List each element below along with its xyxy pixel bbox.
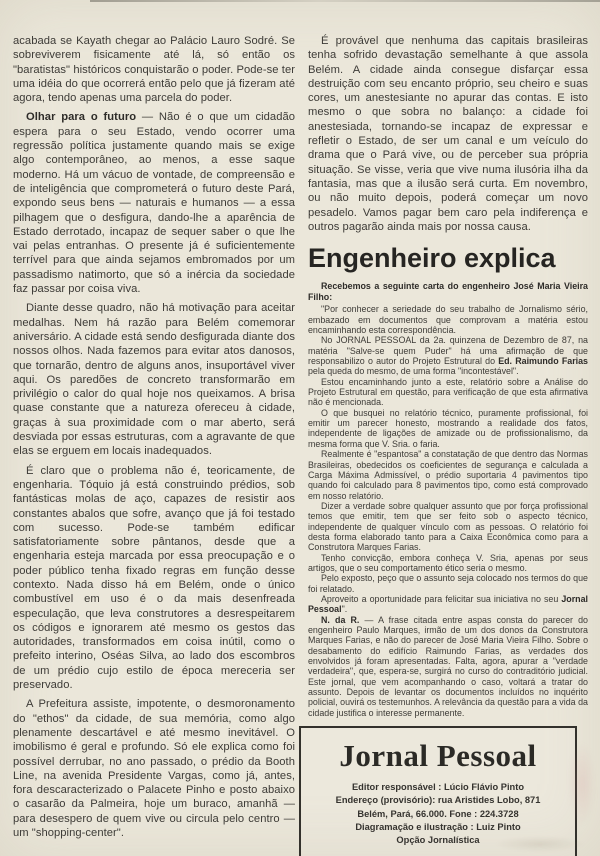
paragraph: A Prefeitura assiste, impotente, o desmoronamento do "ethos" da cidade, de sua memória, como algo plenamente descartável e até mesmo inevitável. O imobilismo é geral e profundo. Só ele explica como foi possível derrubar, no ano passado, o prédio da Booth Line, na avenida Presidente Vargas, como já, antes, fora descaracterizado o Palacete Pinho e posto abaixo o casarão da Palmeira, hoje um buraco, amanhã — para desespero de quem vive ou circula pelo centro — um "shopping-center". (13, 698, 295, 840)
page-content (13, 34, 588, 856)
masthead-line: Opção Jornalística (396, 834, 480, 845)
paragraph: Olhar para o futuro — Não é o que um cidadão espera para o seu Estado, vendo ocorrer uma regressão política justamente quando mais se exige algo contemporâneo, ao menos, a esse saque moderno. Há um vácuo de vontade, de compreensão e de inteligência que comprometerá o futuro deste Pará, expondo seus bens — naturais e humanos — a essa pilhagem que o desfigura, dando-lhe a aparência de Estado derrotado, incapaz de sequer saber o que lhe vai pelas entranhas. O presente já é suficientemente terrível para que ainda sejamos embromados por um passadismo natimorto, que só a inércia da sociedade faz passar por coisa viva. (13, 111, 296, 296)
paragraph: Estou encaminhando junto a este, relatório sobre a Análise do Projeto Estrutural em questão, para verificação de que esta afirmativa não é mencionada. (308, 376, 588, 408)
paragraph: É provável que nenhuma das capitais brasileiras tenha sofrido devastação semelhante à que assola Belém. A cidade ainda consegue disfarçar essa destruição com seu encanto próprio, seu cheiro e suas cores, um anestesiante no apurar das contas. E isto mesmo o que sobra no balanço: a cidade foi anestesiada, tornando-se incapaz de expressar e refletir o Estado, de ser um canal e um veículo do drama que o Pará vive, ou de perceber sua própria situação. Se visse, veria que vive numa ilusória ilha da fantasia, mas que a ilusão será curta. Em novembro, ou não muito depois, poderá começar um novo pesadelo. Vamos pagar bem caro pela indiferença e outros pagarão ainda mais por nossa causa. (308, 35, 588, 233)
paragraph: acabada se Kayath chegar ao Palácio Lauro Sodré. Se sobreviverem fisicamente até lá, só então os "baratistas" históricos conquistarão o poder. Pode-se ter uma idéia do que ocorrerá então pelo que já fizeram até agora, tendo apenas uma parcela do poder. (13, 35, 295, 105)
left-column (13, 34, 295, 856)
paragraph: É claro que o problema não é, teoricamente, de engenharia. Tóquio já está construindo prédios, sob fantásticas molas de aço, capazes de resistir aos constantes abalos que sofre, avanço que já foi testado com sucesso. Pode-se também edificar satisfatoriamente sobre pântanos, desde que a engenharia esteja marcada por essa preocupação e o poder público tenha fixado regras em função desse contexto. Nada disso há em Belém, onde o único combustível em uso é o da mais desenfreada especulação, que leva construtores a desrespeitarem os códigos e ignorarem até mesmo os gestos das autoridades, transformados em coisa inútil, como o prefeito interino, Oséas Silva, ao lado dos escombros de um prédio cujo estilo de época mereceria ser preservado. (13, 464, 295, 692)
article-title: Engenheiro explica (308, 243, 556, 274)
right-column (308, 34, 588, 856)
scan-smudge (495, 836, 585, 852)
paragraph: Dizer a verdade sobre qualquer assunto que por força profissional temos que emitir, tem que ser feito sob o aspecto técnico, independente de qualquer vínculo com as pessoas. O relatório foi desta forma elaborado tanto para a Caixa Econômica como para a Construtora Marques Farias. (308, 500, 588, 553)
paragraph: Realmente é "espantosa" a constatação de que dentro das Normas Brasileiras, obedecidos os coeficientes de segurança e calculada a Carga Máxima Admissível, o prédio suportaria 4 pavimentos tipo quando foi calculado para 8 pavimentos tipo, como está comprovado em nosso relatório. (308, 449, 588, 501)
editor-note (308, 615, 588, 718)
masthead-line: Diagramação e ilustração : Luiz Pinto (355, 821, 521, 832)
letter-body (308, 304, 588, 614)
masthead-line: Belém, Pará, 66.000. Fone : 224.3728 (357, 808, 519, 819)
masthead-line: Editor responsável : Lúcio Flávio Pinto (351, 782, 525, 793)
paragraph: Diante desse quadro, não há motivação para aceitar medalhas. Nem há razão para Belém comemorar aniversário. A cidade está sendo desfigurada diante dos nossos olhos. Nada fazemos para evitar atos danosos, que tornarão, dentro de alguns anos, insuportável viver aqui. Os paredões de concreto transformarão em privilégio o calor do qual hoje nos queixamos. A brisa quase constante que a natureza ofereceu à cidade, graças à sua proximidade com o mar aberto, será desviada por essas estruturas, com a agravante de que elas se erguem em locais inadequados. (13, 302, 295, 458)
scan-smudge (568, 742, 596, 826)
paragraph: Pelo exposto, peço que o assunto seja colocado nos termos do que foi relatado. (308, 573, 588, 594)
masthead-title: Jornal Pessoal (339, 738, 537, 774)
right-column-intro (308, 34, 588, 234)
masthead-line: Endereço (provisório): rua Aristides Lobo, 871 (335, 795, 541, 806)
paragraph: O que busquei no relatório técnico, puramente profissional, foi emitir um parecer honesto, mostrando a realidade dos fatos, independente de ligações de amizade ou de profissionalismo, da mesma forma que V. Sria. o faria. (308, 407, 588, 449)
paragraph: "Por conhecer a seriedade do seu trabalho de Jornalismo sério, embazado em documentos que comprovam a matéria estou encaminhando esta correspondência. (308, 304, 588, 336)
paragraph: N. da R. — A frase citada entre aspas consta do parecer do engenheiro Paulo Marques, irmão de um dos donos da Construtora Marques Farias, e não do parecer de José Maria Vieira Filho. Sobre o desabamento do edifício Raimundo Farias, as verdades dos envolvidos já foram apresentadas. Falta, agora, apurar a "verdade verdadeira", que, espera-se, surgirá no curso do contraditório judicial. Este jornal, que vem acompanhando o caso, voltará a tratar do assunto. Depois de levantar os documentos incluídos no inquérito policial, ouvirá os testemunhos. A relevância da questão para a vida da cidade justifica o interesse permanente. (308, 614, 588, 718)
scan-edge-artifact (90, 0, 600, 2)
paragraph: Tenho convicção, embora conheça V. Sria, apenas por seus artigos, que o seu comportamento ético seria o mesmo. (308, 552, 588, 573)
article-byline: Recebemos a seguinte carta do engenheiro José Maria Vieira Filho: (308, 281, 588, 302)
paragraph: Aproveito a oportunidade para felicitar sua iniciativa no seu Jornal Pessoal". (308, 593, 588, 615)
paragraph: No JORNAL PESSOAL da 2a. quinzena de Dezembro de 87, na matéria "Salve-se quem Puder" há uma afirmação de que responsabilizo o autor do Projeto Estrutural do Ed. Raimundo Farias pela queda do mesmo, de uma forma "incontestável". (308, 335, 588, 377)
